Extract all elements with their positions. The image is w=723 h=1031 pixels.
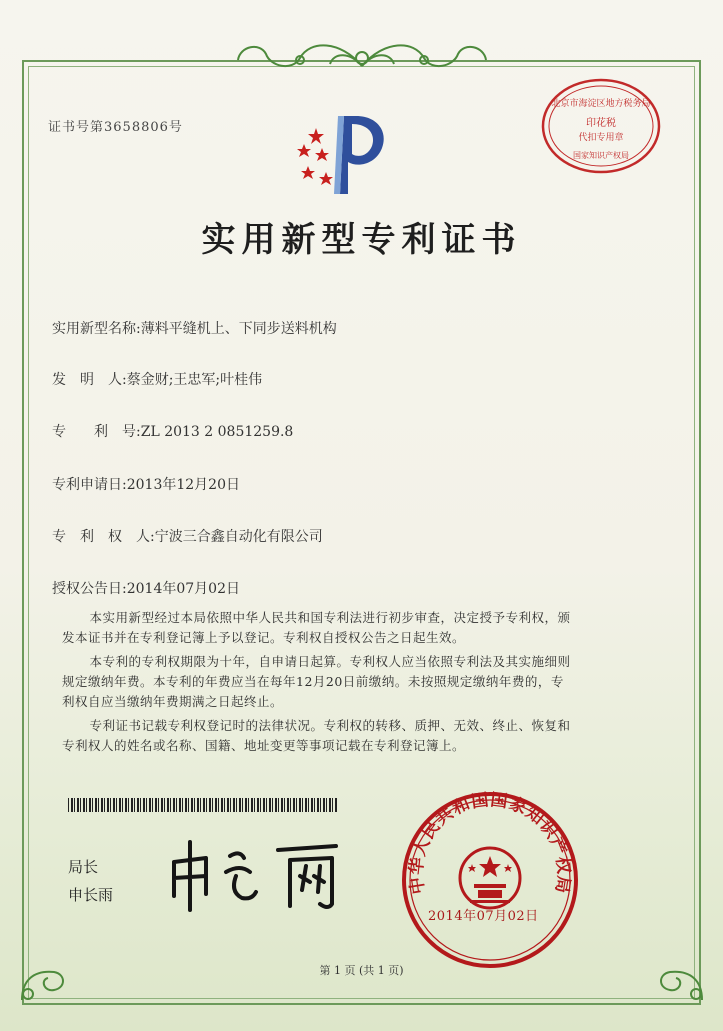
body-line: 本实用新型经过本局依照中华人民共和国专利法进行初步审查，决定授予专利权，颁 [89, 610, 571, 625]
certificate-title: 实用新型专利证书 [201, 220, 522, 260]
official-seal-icon [400, 790, 580, 970]
director-title: 局长 [68, 858, 99, 876]
seal-date: 2014年07月02日 [428, 909, 539, 924]
svg-text:北京市海淀区地方税务局: 北京市海淀区地方税务局 [551, 99, 651, 109]
field-patent-number [52, 421, 293, 441]
body-line: 本专利的专利权期限为十年，自申请日起算。专利权人应当依照专利法及其实施细则 [89, 654, 571, 669]
field-value: ZL 2013 2 0851259.8 [140, 424, 294, 440]
corner-ornament-icon [14, 950, 74, 1010]
body-line: 专利权人的姓名或名称、国籍、地址变更等事项记载在专利登记簿上。 [62, 738, 466, 753]
field-patentee [52, 526, 323, 546]
svg-text:代扣专用章: 代扣专用章 [578, 133, 624, 143]
corner-ornament-icon [650, 950, 710, 1010]
body-line: 规定缴纳年费。本专利的年费应当在每年12月20日前缴纳。未按照规定缴纳年费的，专 [62, 674, 564, 689]
body-line: 利权自应当缴纳年费期满之日起终止。 [62, 694, 284, 709]
director-name: 申长雨 [68, 886, 114, 904]
field-label: 发 明 人: [52, 372, 127, 388]
body-line: 发本证书并在专利登记簿上予以登记。专利权自授权公告之日起生效。 [62, 630, 466, 645]
field-utility-model-name [52, 318, 337, 338]
field-label: 授权公告日: [52, 581, 127, 597]
tax-stamp-seal-icon [540, 76, 662, 176]
field-label: 专 利 号: [52, 424, 141, 440]
field-label: 专利申请日: [52, 477, 127, 493]
svg-text:印花税: 印花税 [586, 118, 616, 129]
field-label: 实用新型名称: [52, 321, 141, 337]
certificate-number: 证书号第3658806号 [48, 120, 183, 135]
field-value: 2013年12月20日 [126, 477, 240, 493]
body-line: 专利证书记载专利权登记时的法律状况。专利权的转移、质押、无效、终止、恢复和 [89, 718, 571, 733]
certificate-body [62, 608, 622, 756]
field-grant-date [52, 578, 240, 598]
patent-office-logo-icon [282, 110, 402, 200]
field-value: 薄料平缝机上、下同步送料机构 [140, 321, 337, 337]
field-application-date [52, 474, 240, 494]
barcode [68, 798, 338, 812]
svg-text:中华人民共和国国家知识产权局: 中华人民共和国国家知识产权局 [406, 790, 574, 896]
field-label: 专 利 权 人: [52, 529, 155, 545]
field-value: 宁波三合鑫自动化有限公司 [154, 529, 323, 545]
field-inventors [52, 369, 262, 389]
field-value: 2014年07月02日 [126, 581, 240, 597]
top-ornament-icon [230, 36, 494, 80]
field-value: 蔡金财;王忠军;叶桂伟 [126, 372, 263, 388]
svg-text:国家知识产权局: 国家知识产权局 [573, 151, 629, 160]
handwritten-signature [160, 836, 370, 916]
page-footer: 第 1 页 (共 1 页) [319, 964, 404, 977]
